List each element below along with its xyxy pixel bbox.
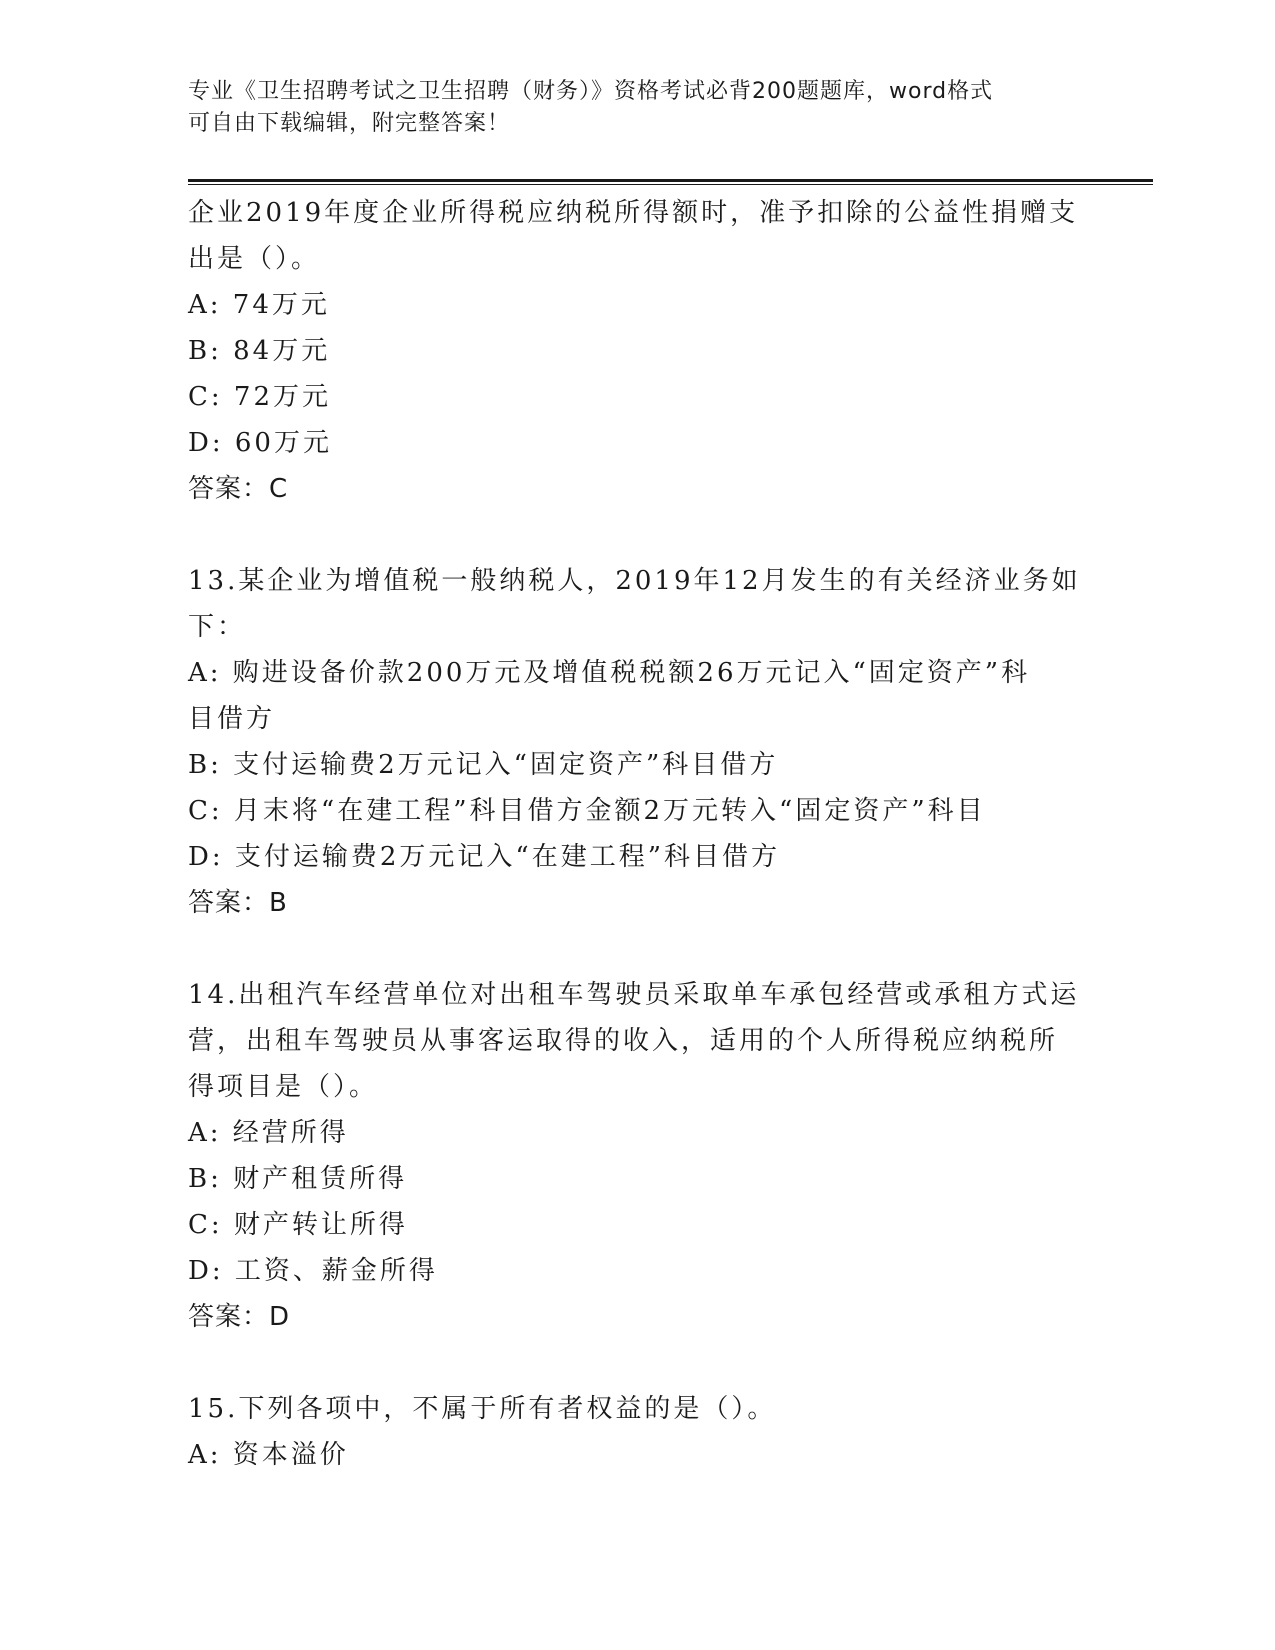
- option-a: A: 资本溢价: [188, 1440, 349, 1470]
- question-13: [188, 558, 1088, 926]
- question-stem: 14.出租汽车经营单位对出租车驾驶员采取单车承包经营或承租方式运: [188, 980, 1080, 1010]
- question-15: [188, 1386, 1088, 1478]
- option-b: B: 财产租赁所得: [188, 1164, 408, 1194]
- document-header: [188, 76, 1068, 140]
- question-spacer: [188, 926, 1088, 972]
- question-14: [188, 972, 1088, 1340]
- question-stem: 13.某企业为增值税一般纳税人，2019年12月发生的有关经济业务如: [188, 566, 1081, 596]
- question-stem: 得项目是（）。: [188, 1072, 379, 1102]
- option-d: D: 支付运输费2万元记入“在建工程”科目借方: [188, 842, 780, 872]
- question-stem: 出是（）。: [188, 244, 321, 274]
- option-c: C: 月末将“在建工程”科目借方金额2万元转入“固定资产”科目: [188, 796, 986, 826]
- question-list: [188, 190, 1088, 1478]
- header-divider-thick: [188, 179, 1153, 182]
- answer-line: 答案：B: [188, 888, 288, 918]
- option-c: C: 财产转让所得: [188, 1210, 408, 1240]
- answer-line: 答案：C: [188, 474, 289, 504]
- question-stem: 15.下列各项中，不属于所有者权益的是（）。: [188, 1394, 777, 1424]
- option-c: C: 72万元: [188, 382, 332, 412]
- option-a: A: 购进设备价款200万元及增值税税额26万元记入“固定资产”科: [188, 658, 1031, 688]
- header-divider-thin: [188, 184, 1153, 185]
- question-stem: 下：: [188, 612, 247, 642]
- option-b: B: 支付运输费2万元记入“固定资产”科目借方: [188, 750, 779, 780]
- option-d: D: 工资、薪金所得: [188, 1256, 438, 1286]
- question-stem: 企业2019年度企业所得税应纳税所得额时，准予扣除的公益性捐赠支: [188, 198, 1079, 228]
- question-spacer: [188, 512, 1088, 558]
- header-line-1: 专业《卫生招聘考试之卫生招聘（财务）》资格考试必背200题题库，word格式: [188, 79, 994, 104]
- option-a: A: 经营所得: [188, 1118, 349, 1148]
- question-spacer: [188, 1340, 1088, 1386]
- option-d: D: 60万元: [188, 428, 332, 458]
- answer-line: 答案：D: [188, 1302, 291, 1332]
- option-a: A: 74万元: [188, 290, 330, 320]
- option-a-continued: 目借方: [188, 704, 276, 734]
- header-line-2: 可自由下载编辑，附完整答案！: [188, 111, 511, 136]
- option-b: B: 84万元: [188, 336, 331, 366]
- question-12: [188, 190, 1088, 512]
- question-stem: 营，出租车驾驶员从事客运取得的收入，适用的个人所得税应纳税所: [188, 1026, 1059, 1056]
